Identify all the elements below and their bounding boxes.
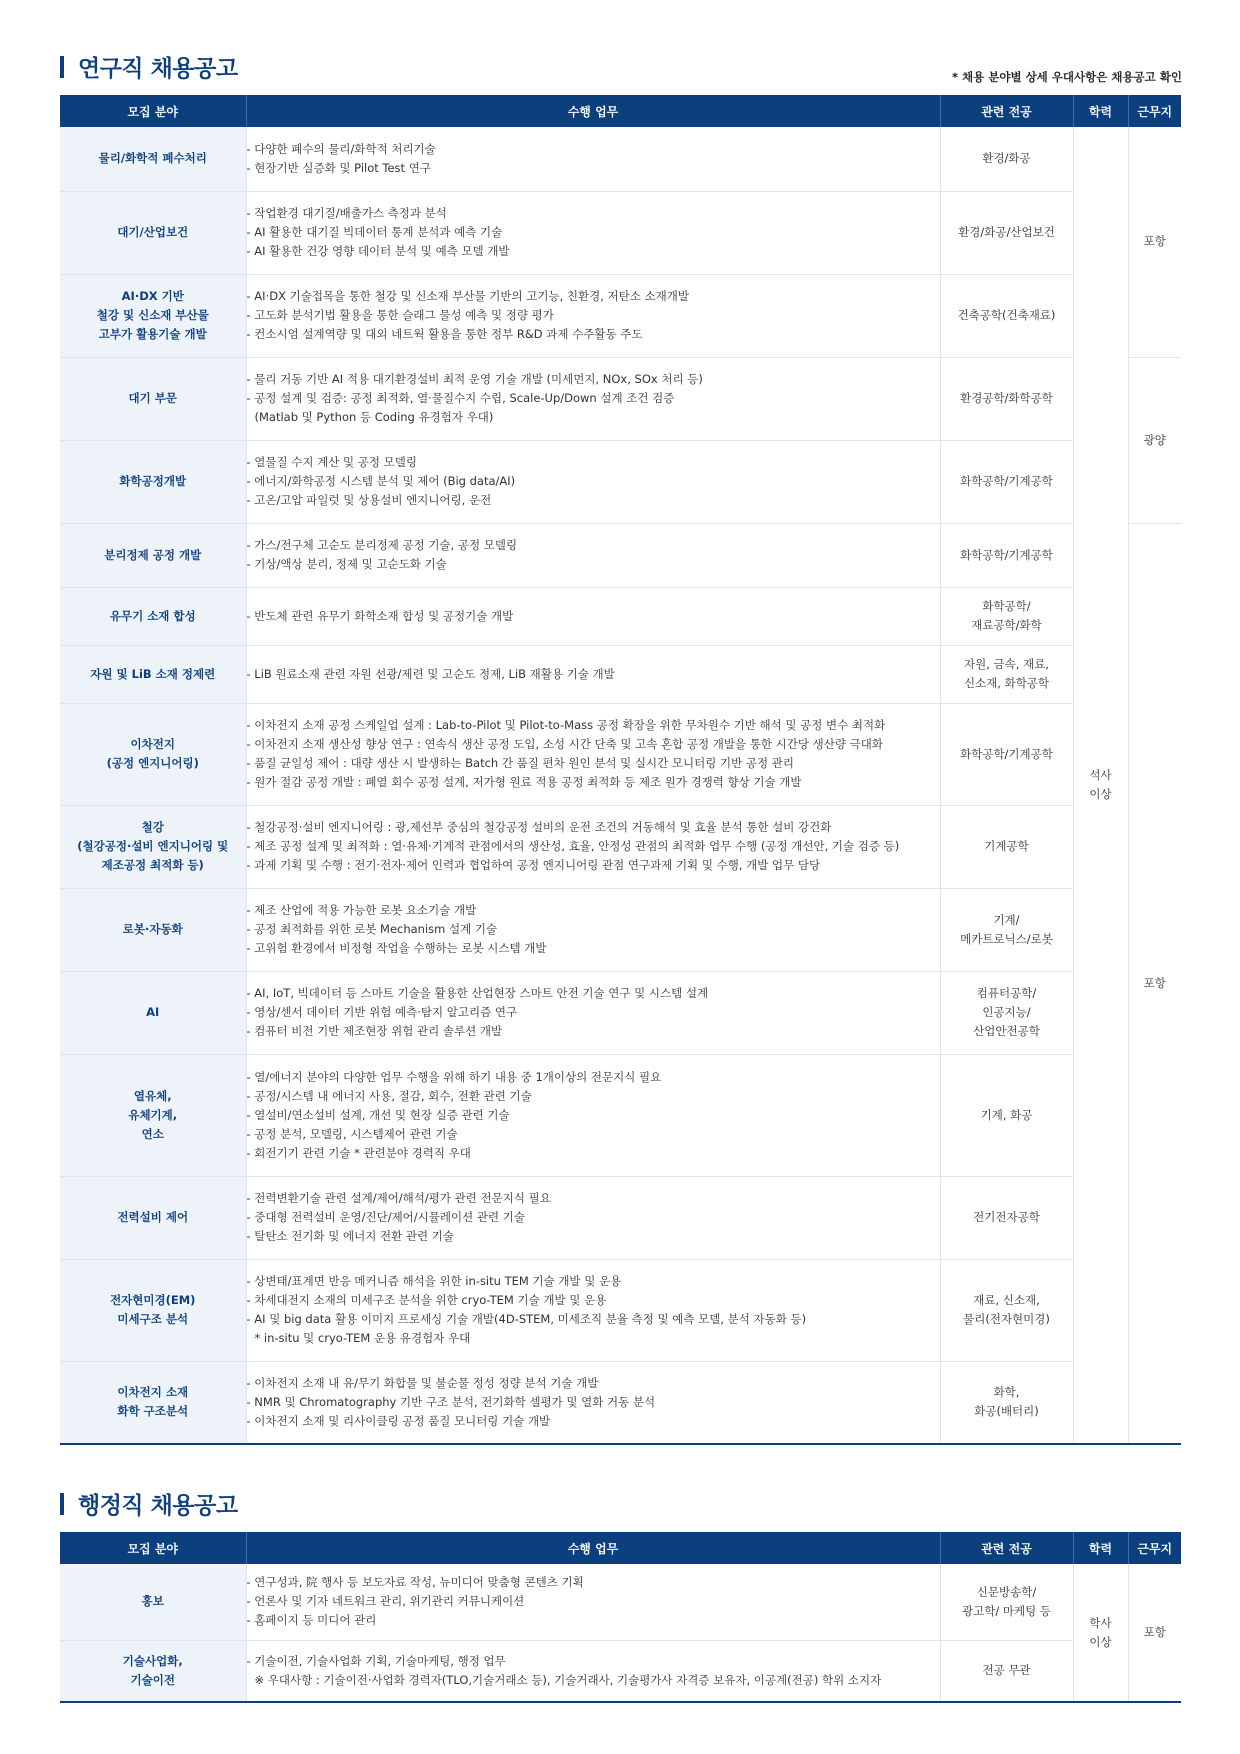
location-cell: 포항 (1128, 1564, 1181, 1702)
field-line: 화학 구조분석 (117, 1404, 189, 1419)
duty-line: - 작업환경 대기질/배출가스 측정과 분석 (246, 206, 447, 220)
table-row (60, 1176, 1181, 1259)
header-degree: 학력 (1073, 1532, 1128, 1564)
field-cell (60, 971, 246, 1054)
field-line: 화학공정개발 (119, 474, 187, 488)
major-line: 메카트로닉스/로봇 (960, 931, 1053, 946)
duty-line: - 이차전지 소재 및 리사이클링 공정 품질 모니터링 기술 개발 (246, 1413, 551, 1428)
major-cell (940, 888, 1073, 971)
duty-line: - 품질 균일성 제어 : 대량 생산 시 발생하는 Batch 간 품질 편차 원인 분석 및 실시간 모니터링 기반 공정 관리 (246, 756, 794, 770)
field-line: 전력설비 제어 (117, 1210, 189, 1224)
field-line: 물리/화학적 폐수처리 (98, 151, 207, 166)
location-cell: 포항 (1128, 127, 1181, 357)
field-line: 분리정제 공정 개발 (104, 547, 202, 562)
field-cell (60, 1640, 246, 1702)
duty-line: - AI·DX 기술접목을 통한 철강 및 신소재 부산물 기반의 고기능, 친환경, 저탄소 소재개발 (246, 289, 689, 303)
duty-line: - 전력변환기술 관련 설계/제어/해석/평가 관련 전문지식 필요 (246, 1191, 551, 1205)
major-cell (940, 1054, 1073, 1176)
major-cell (940, 971, 1073, 1054)
header-duties: 수행 업무 (246, 1532, 940, 1564)
field-line: (철강공정·설비 엔지니어링 및 (77, 839, 229, 853)
field-line: 대기/산업보건 (117, 225, 189, 239)
major-line: 컴퓨터공학/ (976, 986, 1037, 1000)
major-line: 기계공학 (984, 839, 1029, 853)
field-line: 철강 및 신소재 부산물 (96, 308, 209, 322)
field-line: (공정 엔지니어링) (106, 756, 199, 770)
header-row (60, 1532, 1181, 1564)
major-cell (940, 1564, 1073, 1640)
duty-line: - 다양한 폐수의 물리/화학적 처리기술 (246, 141, 436, 156)
duty-line: - 회전기기 관련 기술 * 관련분야 경력직 우대 (246, 1145, 471, 1160)
title-bar (60, 1493, 64, 1515)
duty-line: - 물리 거동 기반 AI 적용 대기환경설비 최적 운영 기술 개발 (미세먼지, NOx, SOx 처리 등) (246, 372, 703, 386)
duties-cell (246, 191, 940, 274)
major-cell (940, 357, 1073, 440)
field-cell (60, 357, 246, 440)
major-line: 환경/화공/산업보건 (958, 225, 1055, 239)
duty-line: - 공정 분석, 모델링, 시스템제어 관련 기술 (246, 1126, 458, 1141)
degree-cell (1073, 127, 1128, 1444)
duties-cell (246, 971, 940, 1054)
field-cell (60, 1564, 246, 1640)
major-cell (940, 1176, 1073, 1259)
field-cell (60, 127, 246, 191)
major-cell (940, 703, 1073, 805)
research-section-title (60, 50, 238, 83)
duties-cell (246, 523, 940, 587)
duties-cell (246, 805, 940, 888)
degree-cell (1073, 1564, 1128, 1702)
major-cell (940, 523, 1073, 587)
major-line: 화학공학/기계공학 (960, 547, 1053, 562)
header-field: 모집 분야 (60, 95, 246, 127)
duties-cell (246, 357, 940, 440)
field-line: 로봇·자동화 (122, 922, 183, 936)
table-row (60, 127, 1181, 191)
duty-line: - 공정 최적화를 위한 로봇 Mechanism 설계 기술 (246, 922, 498, 936)
field-cell (60, 703, 246, 805)
major-line: 재료공학/화학 (971, 618, 1042, 632)
duty-line: - 반도체 관련 유무기 화학소재 합성 및 공정기술 개발 (246, 608, 514, 623)
duty-line: - 상변태/표계면 반응 메커니즘 해석을 위한 in-situ TEM 기술 개발 및 운용 (246, 1274, 622, 1288)
field-cell (60, 888, 246, 971)
field-line: 제조공정 최적화 등) (101, 858, 204, 872)
field-line: 미세구조 분석 (117, 1312, 189, 1326)
field-cell (60, 1054, 246, 1176)
duty-line: - 컨소시엄 설계역량 및 대외 네트웍 활용을 통한 정부 R&D 과제 수주활동 주도 (246, 327, 643, 341)
major-line: 광고학/ 마케팅 등 (962, 1603, 1051, 1618)
duties-cell (246, 1259, 940, 1361)
duty-line: - 제조 산업에 적용 가능한 로봇 요소기술 개발 (246, 903, 477, 917)
admin-title: 행정직 채용공고 (78, 1493, 238, 1519)
duty-line: - 이차전지 소재 내 유/무기 화합물 및 불순물 정성 정량 분석 기술 개발 (246, 1375, 599, 1390)
duty-line: - 이차전지 소재 생산성 향상 연구 : 연속식 생산 공정 도입, 소성 시간 단축 및 고속 혼합 공정 개발을 통한 시간당 생산량 극대화 (246, 737, 883, 751)
duty-line: - 현장기반 실증화 및 Pilot Test 연구 (246, 160, 431, 175)
duty-line: - 차세대전지 소재의 미세구조 분석을 위한 cryo-TEM 기술 개발 및 운용 (246, 1293, 607, 1307)
duties-cell (246, 587, 940, 645)
detail-note: * 채용 분야별 상세 우대사항은 채용공고 확인 (952, 70, 1182, 84)
field-cell (60, 191, 246, 274)
field-line: 기술사업화, (122, 1653, 183, 1668)
duties-cell (246, 703, 940, 805)
duties-cell (246, 274, 940, 357)
duty-line: - 에너지/화학공정 시스템 분석 및 제어 (Big data/AI) (246, 474, 516, 488)
major-line: 물리(전자현미경) (963, 1312, 1050, 1326)
major-line: 신문방송학/ (976, 1584, 1037, 1599)
duty-line: - 중대형 전력설비 운영/진단/제어/시뮬레이션 관련 기술 (246, 1210, 525, 1224)
field-cell (60, 587, 246, 645)
header-degree: 학력 (1073, 95, 1128, 127)
duties-cell (246, 127, 940, 191)
table-row (60, 805, 1181, 888)
major-line: 인공지능/ (982, 1005, 1031, 1019)
header-location: 근무지 (1128, 1532, 1181, 1564)
duties-cell (246, 1054, 940, 1176)
duties-cell (246, 440, 940, 523)
degree-line: 이상 (1089, 1634, 1112, 1649)
header-duties: 수행 업무 (246, 95, 940, 127)
location-cell: 광양 (1128, 357, 1181, 523)
major-line: 환경공학/화학공학 (960, 391, 1053, 405)
field-line: 홍보 (141, 1594, 164, 1609)
major-cell (940, 645, 1073, 703)
duties-cell (246, 1640, 940, 1702)
duty-line: - LiB 원료소재 관련 자원 선광/제련 및 고순도 정제, LiB 재활용 기술 개발 (246, 666, 615, 681)
major-line: 전기전자공학 (973, 1210, 1040, 1224)
field-line: 대기 부문 (128, 391, 177, 405)
major-line: 기계, 화공 (980, 1107, 1033, 1122)
table-row (60, 587, 1181, 645)
table-row (60, 971, 1181, 1054)
field-line: 철강 (141, 820, 164, 834)
duties-cell (246, 1361, 940, 1444)
research-title: 연구직 채용공고 (78, 56, 238, 82)
major-line: 기계/ (993, 912, 1020, 927)
duty-line: - 고도화 분석기법 활용을 통한 슬래그 물성 예측 및 정량 평가 (246, 308, 554, 322)
field-cell (60, 1361, 246, 1444)
degree-line: 학사 (1089, 1615, 1112, 1630)
header-field: 모집 분야 (60, 1532, 246, 1564)
major-cell (940, 274, 1073, 357)
duty-line: - 공정 설계 및 검증: 공정 최적화, 열·물질수지 수립, Scale-Up/Down 설계 조건 검증 (246, 391, 675, 405)
duty-line: - 고온/고압 파일럿 및 상용설비 엔지니어링, 운전 (246, 493, 492, 507)
field-line: 이차전지 소재 (117, 1385, 189, 1400)
table-row (60, 274, 1181, 357)
field-line: 기술이전 (130, 1672, 175, 1687)
duty-line: - 언론사 및 기자 네트워크 관리, 위기관리 커뮤니케이션 (246, 1594, 525, 1609)
major-cell (940, 587, 1073, 645)
table-row (60, 523, 1181, 587)
duty-line: - 공정/시스템 내 에너지 사용, 절감, 회수, 전환 관련 기술 (246, 1088, 532, 1103)
duty-line: - 기술이전, 기술사업화 기획, 기술마케팅, 행정 업무 (246, 1653, 506, 1668)
field-cell (60, 1259, 246, 1361)
duties-cell (246, 888, 940, 971)
major-cell (940, 1259, 1073, 1361)
title-bar (60, 56, 64, 78)
table-row (60, 1564, 1181, 1640)
duty-line: - 탈탄소 전기화 및 에너지 전환 관련 기술 (246, 1229, 454, 1243)
field-cell (60, 274, 246, 357)
major-cell (940, 191, 1073, 274)
duty-line: * in-situ 및 cryo-TEM 운용 유경험자 우대 (254, 1331, 471, 1345)
major-line: 화학공학/기계공학 (960, 474, 1053, 488)
duty-line: - 컴퓨터 비전 기반 제조현장 위험 관리 솔루션 개발 (246, 1024, 503, 1038)
duties-cell (246, 1176, 940, 1259)
field-line: 전자현미경(EM) (110, 1293, 196, 1307)
duty-line: - 열/에너지 분야의 다양한 업무 수행을 위해 하기 내용 중 1개이상의 전문지식 필요 (246, 1069, 662, 1084)
header-major: 관련 전공 (940, 1532, 1073, 1564)
field-cell (60, 805, 246, 888)
duty-line: - 가스/전구체 고순도 분리정제 공정 기술, 공정 모델링 (246, 538, 518, 552)
field-line: AI (146, 1005, 160, 1019)
table-row (60, 1640, 1181, 1702)
admin-section-title (60, 1487, 238, 1520)
admin-table (60, 1532, 1181, 1703)
major-line: 화학, (993, 1385, 1020, 1400)
duty-line: - 기상/액상 분리, 정제 및 고순도화 기술 (246, 557, 447, 571)
major-cell (940, 440, 1073, 523)
major-line: 화공(배터리) (974, 1404, 1039, 1419)
table-row (60, 645, 1181, 703)
table-row (60, 357, 1181, 440)
duty-line: - 열물질 수지 계산 및 공정 모델링 (246, 455, 417, 469)
major-line: 환경/화공 (982, 151, 1031, 166)
major-cell (940, 805, 1073, 888)
duty-line: (Matlab 및 Python 등 Coding 유경험자 우대) (254, 410, 494, 424)
duty-line: - 제조 공정 설계 및 최적화 : 열·유체·기계적 관점에서의 생산성, 효율, 안정성 관점의 최적화 업무 수행 (공정 개선안, 기술 검증 등) (246, 839, 900, 853)
duty-line: - 홈페이지 등 미디어 관리 (246, 1613, 377, 1628)
duty-line: ※ 우대사항 : 기술이전·사업화 경력자(TLO,기술거래소 등), 기술거래사, 기술평가사 자격증 보유자, 이공계(전공) 학위 소지자 (254, 1672, 882, 1687)
major-line: 신소재, 화학공학 (963, 676, 1050, 690)
duty-line: - 고위험 환경에서 비정형 작업을 수행하는 로봇 시스템 개발 (246, 941, 547, 955)
duty-line: - AI 활용한 건강 영향 데이터 분석 및 예측 모델 개발 (246, 244, 510, 258)
duty-line: - AI, IoT, 빅데이터 등 스마트 기술을 활용한 산업현장 스마트 안전 기술 연구 및 시스템 설계 (246, 986, 709, 1000)
major-cell (940, 1640, 1073, 1702)
major-line: 산업안전공학 (973, 1024, 1040, 1038)
header-row (60, 95, 1181, 127)
major-cell (940, 1361, 1073, 1444)
duty-line: - 연구성과, 院 행사 등 보도자료 작성, 뉴미디어 맞춤형 콘텐츠 기획 (246, 1575, 584, 1590)
major-cell (940, 127, 1073, 191)
header-major: 관련 전공 (940, 95, 1073, 127)
degree-line: 이상 (1089, 787, 1112, 801)
major-line: 자원, 금속, 재료, (964, 657, 1049, 671)
duty-line: - 원가 절감 공정 개발 : 폐열 회수 공정 설계, 저가형 원료 적용 공정 최적화 등 제조 원가 경쟁력 향상 기술 개발 (246, 775, 802, 789)
research-table (60, 95, 1181, 1445)
major-line: 건축공학(건축재료) (957, 308, 1056, 322)
field-cell (60, 440, 246, 523)
duty-line: - AI 및 big data 활용 이미지 프로세싱 기술 개발(4D-STEM, 미세조직 분율 측정 및 예측 모델, 분석 자동화 등) (246, 1312, 807, 1326)
table-row (60, 703, 1181, 805)
degree-line: 석사 (1089, 768, 1112, 782)
table-row (60, 440, 1181, 523)
field-line: 연소 (141, 1126, 164, 1141)
duty-line: - 과제 기획 및 수행 : 전기·전자·제어 인력과 협업하여 공정 엔지니어링 관점 연구과제 기획 및 수행, 개발 업무 담당 (246, 858, 821, 872)
header-location: 근무지 (1128, 95, 1181, 127)
field-line: AI·DX 기반 (121, 289, 184, 303)
duty-line: - NMR 및 Chromatography 기반 구조 분석, 전기화학 셀평가 및 열화 거동 분석 (246, 1394, 656, 1409)
table-row (60, 888, 1181, 971)
field-cell (60, 645, 246, 703)
field-line: 이차전지 (130, 737, 175, 751)
table-row (60, 1259, 1181, 1361)
location-cell: 포항 (1128, 523, 1181, 1444)
major-line: 화학공학/기계공학 (960, 746, 1053, 761)
field-line: 유체기계, (128, 1107, 178, 1122)
duty-line: - AI 활용한 대기질 빅데이터 통계 분석과 예측 기술 (246, 225, 503, 239)
field-cell (60, 1176, 246, 1259)
duties-cell (246, 1564, 940, 1640)
table-row (60, 1361, 1181, 1444)
field-cell (60, 523, 246, 587)
duties-cell (246, 645, 940, 703)
field-line: 열유체, (133, 1088, 172, 1103)
major-line: 전공 무관 (982, 1663, 1031, 1678)
major-line: 화학공학/ (982, 599, 1031, 613)
major-line: 재료, 신소재, (973, 1293, 1040, 1307)
duty-line: - 철강공정·설비 엔지니어링 : 광,제선부 중심의 철강공정 설비의 운전 조건의 거동해석 및 효율 분석 통한 설비 강건화 (246, 820, 832, 834)
duty-line: - 열설비/연소설비 설계, 개선 및 현장 실증 관련 기술 (246, 1107, 510, 1122)
table-row (60, 1054, 1181, 1176)
table-row (60, 191, 1181, 274)
field-line: 유무기 소재 합성 (109, 608, 196, 623)
field-line: 고부가 활용기술 개발 (98, 327, 207, 341)
duty-line: - 영상/센서 데이터 기반 위험 예측·탐지 알고리즘 연구 (246, 1005, 518, 1019)
duty-line: - 이차전지 소재 공정 스케일업 설계 : Lab-to-Pilot 및 Pilot-to-Mass 공정 확장을 위한 무차원수 기반 해석 및 공정 변수 최적화 (246, 718, 886, 732)
field-line: 자원 및 LiB 소재 정제련 (90, 666, 216, 681)
